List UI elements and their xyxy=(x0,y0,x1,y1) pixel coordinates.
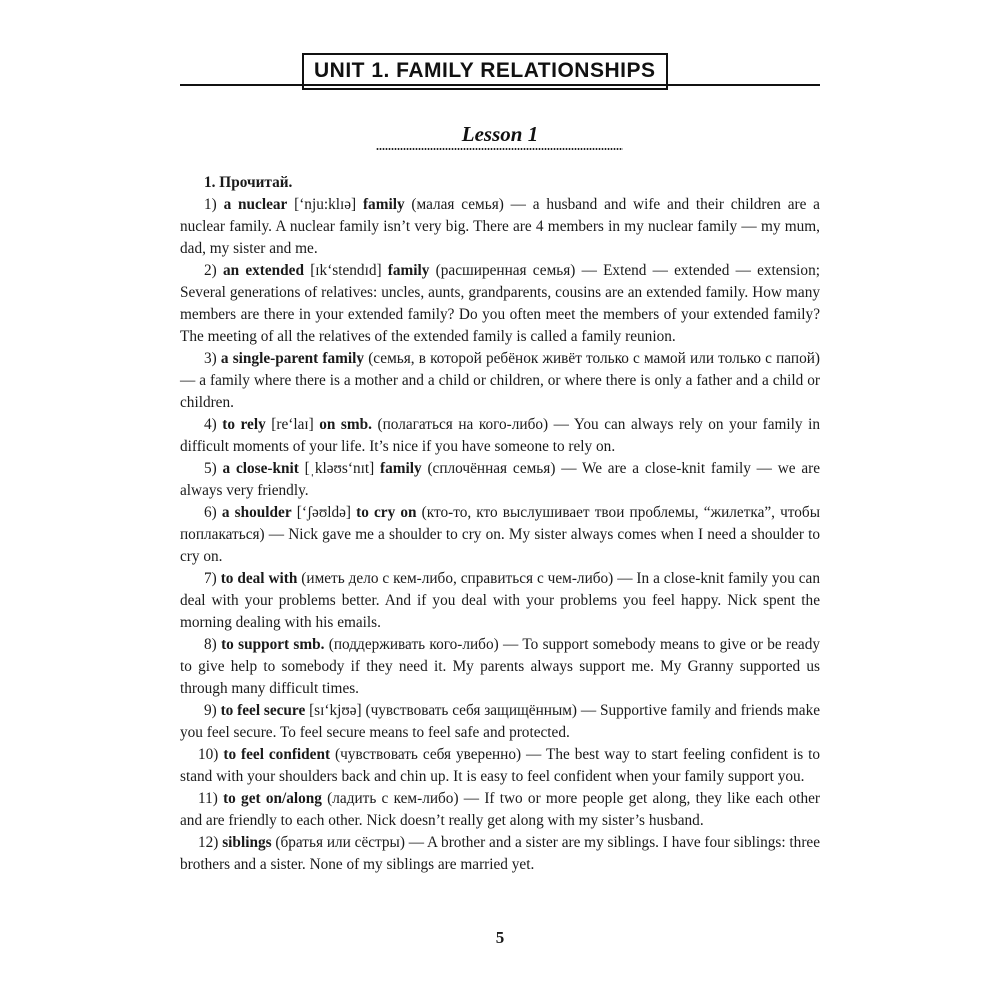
term: a close-knit xyxy=(222,460,299,477)
transcription: [ˌkləʊs‘nɪt] xyxy=(298,460,381,477)
transcription: [ɪk‘stendɪd] xyxy=(303,262,388,279)
term: an extended xyxy=(222,262,304,279)
item-number: 4) xyxy=(204,416,217,433)
definition: (ладить с кем-либо) — If two or more people get along, they like each other and are friendly to each other. Nick doesn’t really get along with my sister’s husband. xyxy=(180,790,821,829)
term-continued: to cry on xyxy=(356,504,417,521)
definition: (малая семья) — a husband and wife and their children are a nuclear family. A nuclear family isn’t very big. There are 4 members in my nuclear family — my mum, dad, my sister and me. xyxy=(180,196,820,257)
vocab-item xyxy=(180,348,820,414)
transcription: [sɪ‘kjʊə] xyxy=(305,702,366,719)
exercise-heading: 1. Прочитай. xyxy=(204,174,293,191)
transcription: [‘nju:klɪə] xyxy=(287,196,363,213)
term: to get on/along xyxy=(223,790,322,807)
term: a single-parent family xyxy=(220,350,365,367)
definition: (поддерживать кого-либо) — To support somebody means to give or be ready to give help to somebody if they need it. My parents always support me. My Granny supported us through many difficult times. xyxy=(180,636,820,697)
vocab-item xyxy=(180,260,820,348)
term: to feel secure xyxy=(220,702,306,719)
item-number: 10) xyxy=(198,746,219,763)
item-number: 9) xyxy=(204,702,217,719)
transcription: [re‘laɪ] xyxy=(265,416,320,433)
definition: (кто-то, кто выслушивает твои проблемы, “жилетка”, чтобы поплакаться) — Nick gave me a shoulder to cry on. My sister always comes when I need a shoulder to cry on. xyxy=(180,504,820,565)
vocab-item xyxy=(180,700,820,744)
page-number: 5 xyxy=(495,928,505,947)
item-number: 6) xyxy=(204,504,217,521)
term: to rely xyxy=(222,416,266,433)
term-continued: family xyxy=(362,196,405,213)
term-continued: family xyxy=(387,262,430,279)
definition: (чувствовать себя уверенно) — The best way to start feeling confident is to stand with your shoulders back and chin up. It is easy to feel confident when your family support you. xyxy=(180,746,820,785)
vocab-item xyxy=(180,788,820,832)
item-number: 1) xyxy=(204,196,217,213)
definition: (полагаться на кого-либо) — You can always rely on your family in difficult moments of your life. It’s nice if you have someone to rely on. xyxy=(180,416,820,455)
item-number: 8) xyxy=(204,636,217,653)
term: a nuclear xyxy=(223,196,288,213)
item-number: 2) xyxy=(204,262,217,279)
vocab-item xyxy=(180,568,820,634)
vocab-item xyxy=(180,744,820,788)
unit-title: UNIT 1. FAMILY RELATIONSHIPS xyxy=(302,53,668,90)
term-continued: family xyxy=(380,460,422,477)
definition: (расширенная семья) — Extend — extended — extension; Several generations of relatives: uncles, aunts, grandparents, cousins are an extended family. How many members are there in your extended family? Do you often meet the members of your extended family? The meeting of all the relatives of the extended family is called a family reunion. xyxy=(180,262,820,345)
term-continued: on smb. xyxy=(319,416,372,433)
definition: (сплочённая семья) — We are a close-knit family — we are always very friendly. xyxy=(180,460,821,499)
vocab-item xyxy=(180,832,820,876)
vocab-item xyxy=(180,414,820,458)
definition: (чувствовать себя защищённым) — Supportive family and friends make you feel secure. To feel secure means to feel safe and protected. xyxy=(180,702,821,741)
vocab-item xyxy=(180,502,820,568)
item-number: 5) xyxy=(204,460,217,477)
item-number: 12) xyxy=(198,834,219,851)
lesson-dotted-underline xyxy=(376,148,623,150)
vocab-item xyxy=(180,194,820,260)
vocab-item xyxy=(180,458,820,502)
definition: (братья или сёстры) — A brother and a sister are my siblings. I have four siblings: three brothers and a sister. None of my siblings are married yet. xyxy=(180,834,820,873)
item-number: 7) xyxy=(204,570,217,587)
term: to feel confident xyxy=(223,746,331,763)
term: siblings xyxy=(222,834,272,851)
definition: (семья, в которой ребёнок живёт только с мамой или только с папой) — a family where there is a mother and a child or children, or where there is only a father and a child or children. xyxy=(180,350,820,411)
lesson-title: Lesson 1 xyxy=(461,122,539,146)
unit-title-rule xyxy=(180,84,820,86)
transcription: [‘ʃəʊldə] xyxy=(291,504,357,521)
definition: (иметь дело с кем-либо, справиться с чем-либо) — In a close-knit family you can deal with your problems better. And if you deal with your problems you feel happy. Nick spent the morning dealing with his emails. xyxy=(180,570,820,631)
term: a shoulder xyxy=(221,504,292,521)
term: to deal with xyxy=(220,570,298,587)
term: to support smb. xyxy=(221,636,325,653)
item-number: 11) xyxy=(198,790,218,807)
exercise-content xyxy=(180,172,820,876)
item-number: 3) xyxy=(204,350,217,367)
vocab-item xyxy=(180,634,820,700)
